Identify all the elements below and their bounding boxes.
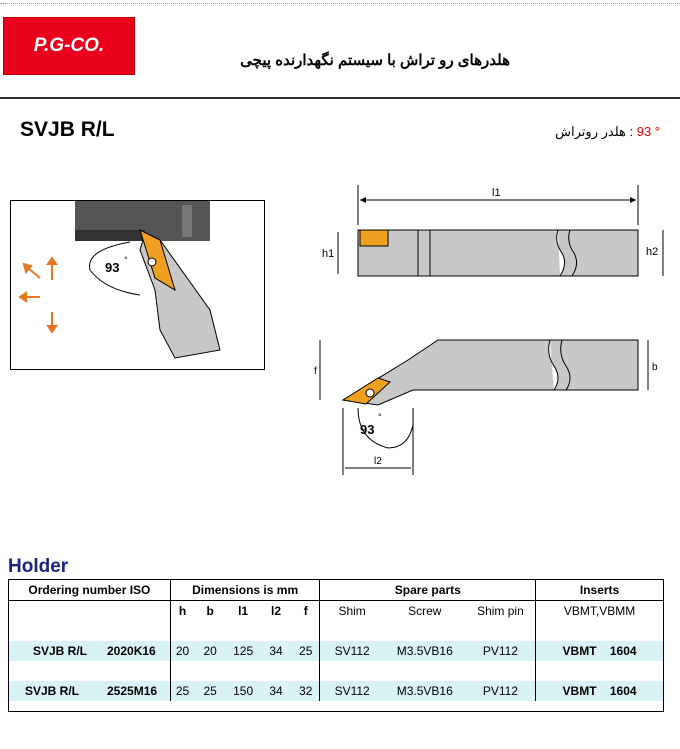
col-h: h	[178, 604, 187, 618]
top-angle-text: 93	[360, 422, 375, 437]
company-logo	[3, 17, 135, 75]
angle-text: 93	[105, 260, 120, 275]
angle-degree: °	[124, 255, 128, 265]
header-dimensions: Dimensions is mm	[170, 580, 320, 601]
top-dotted-line	[0, 3, 680, 4]
col-inserts: VBMT,VBMM	[536, 601, 664, 622]
col-screw: Screw	[408, 604, 442, 618]
row-f: 32	[292, 681, 320, 701]
col-shim: Shim	[338, 604, 366, 618]
side-view-diagram	[318, 180, 673, 280]
sub-header-row	[9, 601, 664, 622]
row-b: 25	[203, 684, 217, 698]
l1-label: l1	[492, 187, 501, 199]
row-insert: VBMT 1604	[536, 641, 664, 661]
machining-diagram	[10, 200, 265, 370]
row-h: 25	[175, 684, 190, 698]
table-row	[9, 641, 664, 661]
top-angle-degree: °	[378, 412, 382, 422]
angle-description	[450, 124, 660, 140]
col-f: f	[292, 601, 320, 622]
row-size: 2525M16	[107, 684, 158, 698]
row-l2: 34	[269, 644, 283, 658]
holder-table	[8, 579, 664, 712]
row-insert: VBMT 1604	[536, 681, 664, 701]
angle-label: : هلدر روتراش	[555, 124, 634, 139]
insert-screw	[148, 258, 156, 266]
row-b: 20	[203, 644, 217, 658]
b-label: b	[652, 362, 658, 373]
top-view-diagram	[314, 330, 673, 480]
header-spare: Spare parts	[320, 580, 536, 601]
row-shim: SV112	[334, 684, 370, 698]
col-b: b	[206, 604, 214, 618]
header-ordering: Ordering number ISO	[9, 580, 171, 601]
row-shim-pin: PV112	[466, 681, 536, 701]
row-h: 20	[175, 644, 190, 658]
logo-text: P.G-CO.	[33, 35, 105, 56]
col-l2: l2	[271, 604, 282, 618]
angle-value: 93 °	[636, 124, 660, 139]
top-view-body	[343, 340, 638, 405]
row-model: SVJB R/L	[33, 644, 88, 658]
row-screw: M3.5VB16	[396, 644, 453, 658]
row-l2: 34	[269, 684, 283, 698]
table-row	[9, 681, 664, 701]
side-view-insert	[360, 230, 388, 246]
row-l1: 125	[233, 644, 254, 658]
row-shim: SV112	[334, 644, 370, 658]
row-screw: M3.5VB16	[396, 684, 453, 698]
f-label: f	[314, 366, 317, 377]
l2-label: l2	[374, 456, 382, 467]
workpiece-step	[75, 230, 145, 241]
col-shim-pin: Shim pin	[466, 601, 536, 622]
header-divider	[0, 97, 680, 99]
col-l1: l1	[238, 604, 249, 618]
h2-label: h2	[646, 246, 659, 258]
workpiece-groove	[182, 205, 192, 237]
holder-heading: Holder	[8, 556, 69, 577]
header-inserts: Inserts	[536, 580, 664, 601]
row-shim-pin: PV112	[466, 641, 536, 661]
page-title: هلدرهای رو تراش با سیستم نگهدارنده پیچی	[240, 52, 510, 69]
side-view-body	[358, 230, 638, 276]
row-l1: 150	[233, 684, 254, 698]
row-model: SVJB R/L	[25, 684, 80, 698]
row-f: 25	[292, 641, 320, 661]
row-size: 2020K16	[107, 644, 156, 658]
h1-label: h1	[322, 248, 335, 260]
group-header-row	[9, 580, 664, 601]
product-model: SVJB R/L	[20, 118, 115, 141]
